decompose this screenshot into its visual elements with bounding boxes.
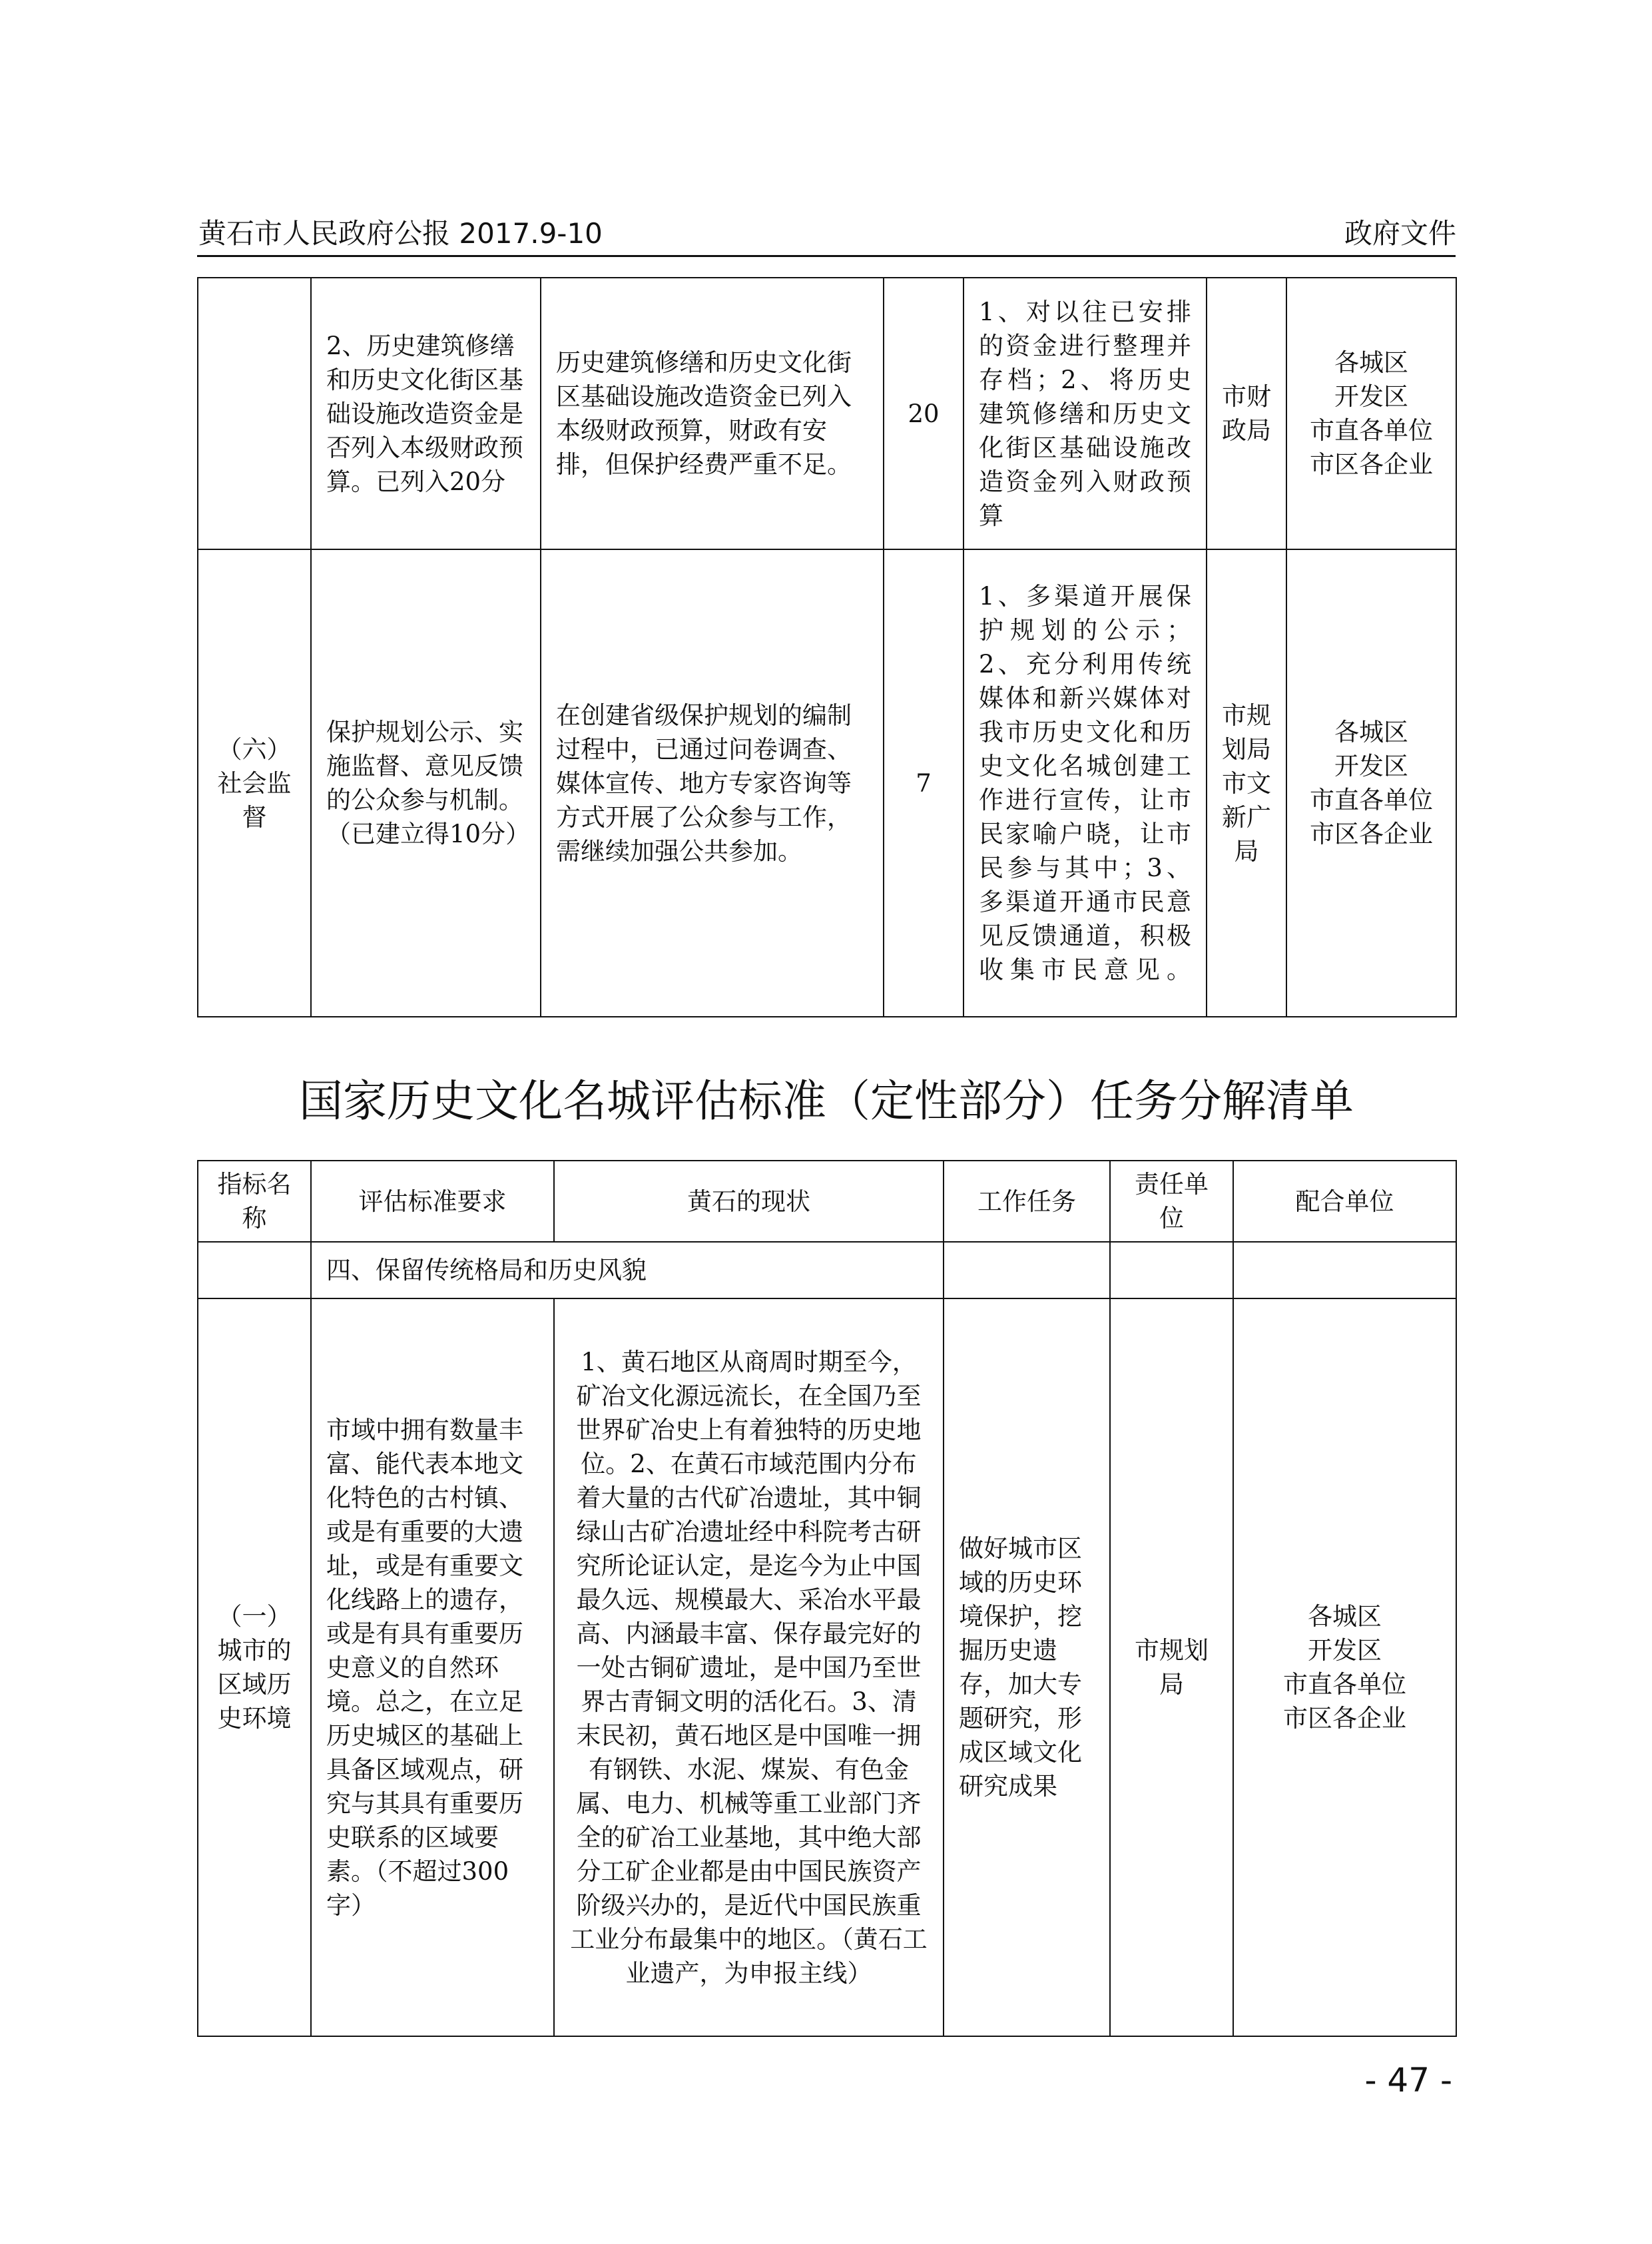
section-empty-cell — [944, 1242, 1110, 1298]
partner-unit: 开发区 — [1334, 382, 1408, 411]
header-rule — [197, 255, 1456, 257]
partner-unit: 市区各企业 — [1283, 1704, 1406, 1733]
status-cell: 1、黄石地区从商周时期至今，矿冶文化源远流长，在全国乃至世界矿冶史上有着独特的历史地位。2、在黄石市域范围内分布着大量的古代矿冶遗址，其中铜绿山古矿冶遗址经中科院考古研究所论证认定，是迄今为止中国最久远、规模最大、采冶水平最高、内涵最丰富、保存最完好的一处古铜矿遗址，是中国乃至世界古青铜文明的活化石。3、清末民初，黄石地区是中国唯一拥有钢铁、水泥、煤炭、有色金属、电力、机械等重工业部门齐全的矿冶工业基地，其中绝大部分工矿企业都是由中国民族资产阶级兴办的，是近代中国民族重工业分布最集中的地区。（黄石工业遗产，为申报主线） — [554, 1298, 944, 2036]
header-indicator: 指标名称 — [198, 1161, 311, 1242]
standard-cell: 2、历史建筑修缮和历史文化街区基础设施改造资金是否列入本级财政预算。已列入20分 — [311, 278, 541, 549]
header-partners: 配合单位 — [1233, 1161, 1456, 1242]
header-status: 黄石的现状 — [554, 1161, 944, 1242]
document-title: 国家历史文化名城评估标准（定性部分）任务分解清单 — [299, 1075, 1354, 1127]
header-task: 工作任务 — [944, 1161, 1110, 1242]
table-header-row — [198, 1161, 1456, 1242]
indicator-name: （六）社会监督 — [198, 549, 311, 1017]
section-empty-cell — [1110, 1242, 1233, 1298]
partner-unit: 市区各企业 — [1310, 820, 1433, 848]
section-empty-cell — [1233, 1242, 1456, 1298]
score-cell: 20 — [884, 278, 964, 549]
task-cell: 做好城市区域的历史环境保护，挖掘历史遗存，加大专题研究，形成区域文化研究成果 — [944, 1298, 1110, 2036]
task-breakdown-table — [197, 1160, 1457, 2037]
table-row — [198, 1298, 1456, 2036]
indicator-name — [198, 278, 311, 549]
status-cell: 历史建筑修缮和历史文化街区基础设施改造资金已列入本级财政预算，财政有安排，但保护经费严重不足。 — [541, 278, 884, 549]
standard-cell: 保护规划公示、实施监督、意见反馈的公众参与机制。（已建立得10分） — [311, 549, 541, 1017]
page-number: - 47 - — [1364, 2061, 1452, 2100]
table-row — [198, 549, 1456, 1017]
partner-units-cell — [1286, 549, 1456, 1017]
partner-unit: 开发区 — [1308, 1636, 1382, 1665]
budget-supervision-table — [197, 277, 1457, 1017]
standard-cell: 市域中拥有数量丰富、能代表本地文化特色的古村镇、或是有重要的大遗址，或是有重要文化线路上的遗存，或是有具有重要历史意义的自然环境。总之，在立足历史城区的基础上具备区域观点，研究与其具有重要历史联系的区域要素。（不超过300字） — [311, 1298, 554, 2036]
section-title: 四、保留传统格局和历史风貌 — [311, 1242, 944, 1298]
responsible-unit-cell: 市规划局市文新广局 — [1207, 549, 1286, 1017]
header-responsible: 责任单位 — [1110, 1161, 1233, 1242]
partner-unit: 各城区 — [1334, 348, 1408, 377]
responsible-unit-cell: 市财政局 — [1207, 278, 1286, 549]
task-cell: 1、对以往已安排的资金进行整理并存档；2、将历史建筑修缮和历史文化街区基础设施改造资金列入财政预算 — [964, 278, 1207, 549]
partner-unit: 市直各单位 — [1310, 786, 1433, 814]
header-publication: 黄石市人民政府公报 2017.9-10 — [198, 217, 603, 250]
partner-unit: 市直各单位 — [1283, 1670, 1406, 1699]
table-row — [198, 278, 1456, 549]
partner-unit: 市直各单位 — [1310, 416, 1433, 445]
header-section: 政府文件 — [1344, 217, 1456, 250]
task-cell: 1、多渠道开展保护规划的公示；2、充分利用传统媒体和新兴媒体对我市历史文化和历史文化名城创建工作进行宣传，让市民家喻户晓，让市民参与其中；3、多渠道开通市民意见反馈通道，积极收集市民意见。 — [964, 549, 1207, 1017]
partner-units-cell — [1286, 278, 1456, 549]
header-standard: 评估标准要求 — [311, 1161, 554, 1242]
partner-unit: 各城区 — [1334, 718, 1408, 746]
partner-units-cell — [1233, 1298, 1456, 2036]
partner-unit: 开发区 — [1334, 752, 1408, 780]
indicator-name: （一）城市的区域历史环境 — [198, 1298, 311, 2036]
score-cell: 7 — [884, 549, 964, 1017]
section-empty-cell — [198, 1242, 311, 1298]
partner-unit: 各城区 — [1308, 1602, 1382, 1631]
section-row — [198, 1242, 1456, 1298]
partner-unit: 市区各企业 — [1310, 450, 1433, 479]
status-cell: 在创建省级保护规划的编制过程中，已通过问卷调查、媒体宣传、地方专家咨询等方式开展了公众参与工作，需继续加强公共参加。 — [541, 549, 884, 1017]
responsible-unit-cell: 市规划局 — [1110, 1298, 1233, 2036]
